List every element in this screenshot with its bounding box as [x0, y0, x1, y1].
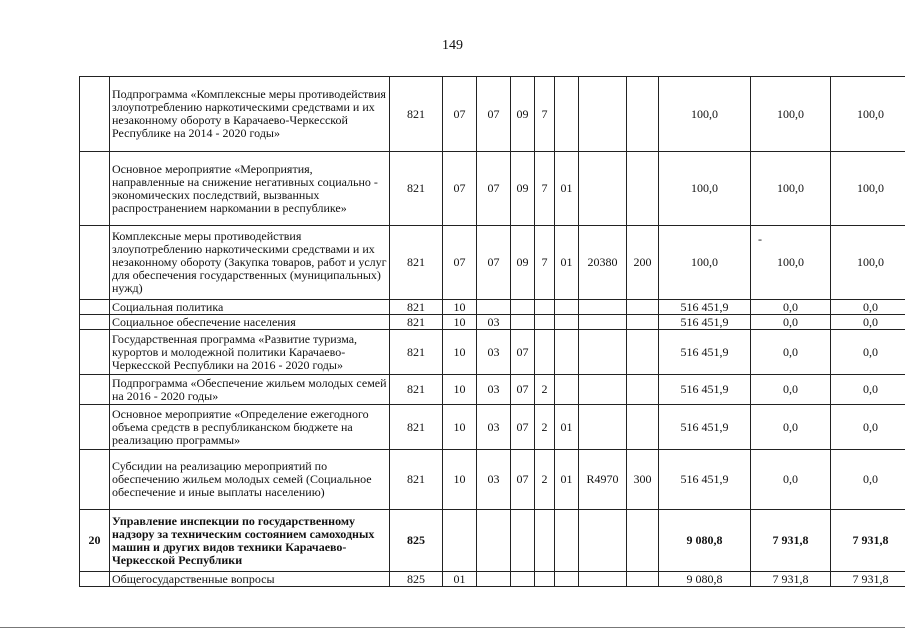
direction-code — [579, 300, 627, 315]
section-code: 07 — [443, 77, 477, 152]
direction-code — [579, 330, 627, 375]
direction-code: 20380 — [579, 226, 627, 300]
row-number — [80, 572, 110, 587]
scan-edge-line — [0, 627, 905, 628]
amount-year-1: 516 451,9 — [659, 330, 751, 375]
ministry-code: 825 — [390, 510, 443, 572]
activity-code — [555, 572, 579, 587]
amount-year-2: 7 931,8 — [751, 572, 831, 587]
subsection-code: 07 — [477, 152, 511, 226]
section-code: 10 — [443, 450, 477, 510]
direction-code: R4970 — [579, 450, 627, 510]
row-number: 20 — [80, 510, 110, 572]
item-name: Комплексные меры противодействия злоупотреблению наркотическими средствами и их незаконному обороту (Закупка товаров, работ и услуг для обеспечения государственных (муниципальных) нужд) — [110, 226, 390, 300]
program-code — [511, 300, 535, 315]
table-row — [80, 152, 905, 226]
section-code: 10 — [443, 300, 477, 315]
activity-code — [555, 300, 579, 315]
table-row — [80, 405, 905, 450]
amount-year-3: 0,0 — [831, 330, 905, 375]
subprogram-code: 2 — [535, 375, 555, 405]
row-number — [80, 77, 110, 152]
item-name: Социальное обеспечение населения — [110, 315, 390, 330]
table-row — [80, 226, 905, 300]
section-code: 10 — [443, 330, 477, 375]
expense-type-code — [627, 77, 659, 152]
amount-year-2: 100,0 — [751, 226, 831, 300]
activity-code: 01 — [555, 152, 579, 226]
subprogram-code: 2 — [535, 450, 555, 510]
expense-type-code — [627, 405, 659, 450]
amount-year-3: 100,0 — [831, 226, 905, 300]
row-number — [80, 405, 110, 450]
amount-year-1: 9 080,8 — [659, 510, 751, 572]
subsection-code: 03 — [477, 375, 511, 405]
subprogram-code: 7 — [535, 77, 555, 152]
ministry-code: 821 — [390, 315, 443, 330]
subprogram-code: 7 — [535, 152, 555, 226]
amount-year-1: 516 451,9 — [659, 300, 751, 315]
section-code: 10 — [443, 315, 477, 330]
budget-table — [79, 76, 905, 587]
ministry-code: 821 — [390, 375, 443, 405]
expense-type-code — [627, 572, 659, 587]
direction-code — [579, 405, 627, 450]
ministry-code: 821 — [390, 77, 443, 152]
amount-year-2: 7 931,8 — [751, 510, 831, 572]
section-code: 10 — [443, 405, 477, 450]
expense-type-code — [627, 315, 659, 330]
subprogram-code — [535, 315, 555, 330]
amount-year-1: 9 080,8 — [659, 572, 751, 587]
expense-type-code — [627, 375, 659, 405]
amount-year-1: 516 451,9 — [659, 405, 751, 450]
activity-code: 01 — [555, 405, 579, 450]
subprogram-code — [535, 330, 555, 375]
program-code: 09 — [511, 77, 535, 152]
program-code: 07 — [511, 405, 535, 450]
program-code: 07 — [511, 330, 535, 375]
expense-type-code: 300 — [627, 450, 659, 510]
amount-year-3: 0,0 — [831, 405, 905, 450]
row-number — [80, 226, 110, 300]
expense-type-code — [627, 510, 659, 572]
subsection-code: 07 — [477, 77, 511, 152]
amount-year-1: 516 451,9 — [659, 450, 751, 510]
row-number — [80, 315, 110, 330]
item-name: Субсидии на реализацию мероприятий по обеспечению жильем молодых семей (Социальное обеспечение и иные выплаты населению) — [110, 450, 390, 510]
subsection-code: 07 — [477, 226, 511, 300]
activity-code — [555, 510, 579, 572]
subprogram-code — [535, 510, 555, 572]
amount-year-3: 0,0 — [831, 315, 905, 330]
amount-year-3: 0,0 — [831, 450, 905, 510]
section-code: 10 — [443, 375, 477, 405]
amount-year-1: 100,0 — [659, 152, 751, 226]
activity-code: 01 — [555, 226, 579, 300]
amount-year-1: 516 451,9 — [659, 375, 751, 405]
amount-year-3: 0,0 — [831, 375, 905, 405]
activity-code: 01 — [555, 450, 579, 510]
amount-year-2: 0,0 — [751, 405, 831, 450]
item-name: Социальная политика — [110, 300, 390, 315]
subprogram-code — [535, 572, 555, 587]
direction-code — [579, 152, 627, 226]
row-number — [80, 330, 110, 375]
direction-code — [579, 77, 627, 152]
program-code: 07 — [511, 450, 535, 510]
table-row — [80, 572, 905, 587]
amount-year-2: 100,0 — [751, 152, 831, 226]
item-name: Государственная программа «Развитие туризма, курортов и молодежной политики Карачаево-Черкесской Республики на 2016 - 2020 годы» — [110, 330, 390, 375]
page-number: 149 — [442, 38, 463, 53]
expense-type-code — [627, 330, 659, 375]
amount-year-3: 100,0 — [831, 152, 905, 226]
table-row — [80, 300, 905, 315]
section-code: 01 — [443, 572, 477, 587]
expense-type-code — [627, 300, 659, 315]
item-name: Подпрограмма «Комплексные меры противодействия злоупотреблению наркотическими средствами и их незаконному обороту в Карачаево-Черкесской Республике на 2014 - 2020 годы» — [110, 77, 390, 152]
table-row — [80, 450, 905, 510]
item-name: Подпрограмма «Обеспечение жильем молодых семей на 2016 - 2020 годы» — [110, 375, 390, 405]
direction-code — [579, 510, 627, 572]
table-row — [80, 77, 905, 152]
table-row — [80, 315, 905, 330]
table-row — [80, 330, 905, 375]
program-code — [511, 572, 535, 587]
amount-year-2: 0,0 — [751, 450, 831, 510]
direction-code — [579, 572, 627, 587]
subsection-code: 03 — [477, 405, 511, 450]
program-code — [511, 315, 535, 330]
ministry-code: 821 — [390, 226, 443, 300]
ministry-code: 821 — [390, 405, 443, 450]
subsection-code — [477, 572, 511, 587]
ministry-code: 821 — [390, 300, 443, 315]
item-name: Общегосударственные вопросы — [110, 572, 390, 587]
expense-type-code: 200 — [627, 226, 659, 300]
direction-code — [579, 375, 627, 405]
section-code: 07 — [443, 226, 477, 300]
table-body — [80, 77, 905, 587]
amount-year-1: 100,0 — [659, 77, 751, 152]
amount-year-2: 100,0 — [751, 77, 831, 152]
direction-code — [579, 315, 627, 330]
subprogram-code: 7 — [535, 226, 555, 300]
item-name: Основное мероприятие «Определение ежегодного объема средств в республиканском бюджете на реализацию программы» — [110, 405, 390, 450]
subsection-code — [477, 510, 511, 572]
amount-year-2: 0,0 — [751, 330, 831, 375]
amount-year-1: 516 451,9 — [659, 315, 751, 330]
subprogram-code — [535, 300, 555, 315]
amount-year-3: 0,0 — [831, 300, 905, 315]
amount-year-2: 0,0 — [751, 315, 831, 330]
subsection-code — [477, 300, 511, 315]
amount-year-2: 0,0 — [751, 375, 831, 405]
amount-year-2: 0,0 — [751, 300, 831, 315]
table-row — [80, 510, 905, 572]
subsection-code: 03 — [477, 315, 511, 330]
activity-code — [555, 375, 579, 405]
activity-code — [555, 315, 579, 330]
program-code — [511, 510, 535, 572]
row-number — [80, 375, 110, 405]
row-number — [80, 450, 110, 510]
program-code: 07 — [511, 375, 535, 405]
amount-year-3: 100,0 — [831, 77, 905, 152]
amount-year-3: 7 931,8 — [831, 510, 905, 572]
ministry-code: 821 — [390, 330, 443, 375]
ministry-code: 821 — [390, 450, 443, 510]
amount-year-3: 7 931,8 — [831, 572, 905, 587]
subprogram-code: 2 — [535, 405, 555, 450]
ministry-code: 825 — [390, 572, 443, 587]
row-number — [80, 300, 110, 315]
activity-code — [555, 330, 579, 375]
subsection-code: 03 — [477, 330, 511, 375]
amount-year-1: 100,0 — [659, 226, 751, 300]
section-code: 07 — [443, 152, 477, 226]
item-name: Основное мероприятие «Мероприятия, направленные на снижение негативных социально - экономических последствий, вызванных распространением наркомании в республике» — [110, 152, 390, 226]
section-code — [443, 510, 477, 572]
row-number — [80, 152, 110, 226]
program-code: 09 — [511, 226, 535, 300]
stray-dash-mark: - — [758, 232, 762, 246]
subsection-code: 03 — [477, 450, 511, 510]
table-row — [80, 375, 905, 405]
program-code: 09 — [511, 152, 535, 226]
expense-type-code — [627, 152, 659, 226]
ministry-code: 821 — [390, 152, 443, 226]
item-name: Управление инспекции по государственному надзору за техническим состоянием самоходных машин и других видов техники Карачаево-Черкесской Республики — [110, 510, 390, 572]
activity-code — [555, 77, 579, 152]
